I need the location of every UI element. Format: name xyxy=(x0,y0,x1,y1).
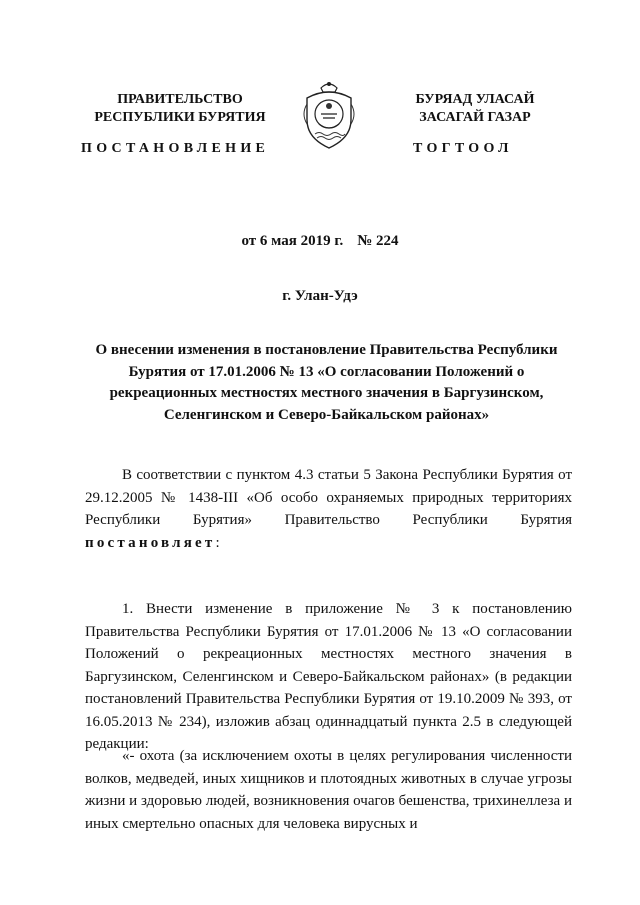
document-date: от 6 мая 2019 г. xyxy=(241,233,344,249)
issuer-buryat-line1: БУРЯАД УЛАСАЙ xyxy=(415,92,535,107)
preamble-paragraph xyxy=(85,464,572,554)
issuer-buryat-line2: ЗАСАГАЙ ГАЗАР xyxy=(419,110,531,125)
preamble-text: В соответствии с пунктом 4.3 статьи 5 Закона Республики Бурятия от 29.12.2005 № 1438-III «Об особо охраняемых природных территориях Республики Бурятия» Правительство Республики Бурятия xyxy=(85,467,572,528)
doc-type-buryat: ТОГТООЛ xyxy=(413,141,513,156)
issuer-russian xyxy=(80,91,280,127)
date-number-line xyxy=(0,233,640,250)
document-number: № 224 xyxy=(357,233,399,249)
document-city: г. Улан-Удэ xyxy=(282,288,358,304)
decree-word: постановляет xyxy=(85,534,216,551)
preamble-colon: : xyxy=(215,534,220,551)
issuer-russian-line1: ПРАВИТЕЛЬСТВО xyxy=(117,92,243,107)
quoted-amendment-paragraph: «- охота (за исключением охоты в целях регулирования численности волков, медведей, иных хищников и плотоядных животных в случае угрозы жизни и здоровью людей, возникновения очагов бешенства, трихинеллеза и иных смертельно опасных для человека вирусных и xyxy=(85,748,572,832)
coat-of-arms-icon xyxy=(301,80,357,152)
issuer-buryat xyxy=(382,91,568,127)
clause-1-paragraph: 1. Внести изменение в приложение № 3 к постановлению Правительства Республики Бурятия от 17.01.2006 № 13 «О согласовании Положений о рекреационных местностях местного значения в Баргузинском, Селенгинском и Северо-Байкальском районах» (в редакции постановлений Правительства Республики Бурятия от 19.10.2009 № 393, от 16.05.2013 № 234), изложив абзац одиннадцатый пункта 2.5 в следующей редакции: xyxy=(85,601,572,752)
document-subject: О внесении изменения в постановление Правительства Республики Бурятия от 17.01.2006 № 13 «О согласовании Положений о рекреационных местностях местного значения в Баргузинском, Селенгинском и Северо-Байкальском районах» xyxy=(95,342,558,423)
doc-type-russian: ПОСТАНОВЛЕНИЕ xyxy=(81,141,270,156)
issuer-russian-line2: РЕСПУБЛИКИ БУРЯТИЯ xyxy=(94,110,266,125)
